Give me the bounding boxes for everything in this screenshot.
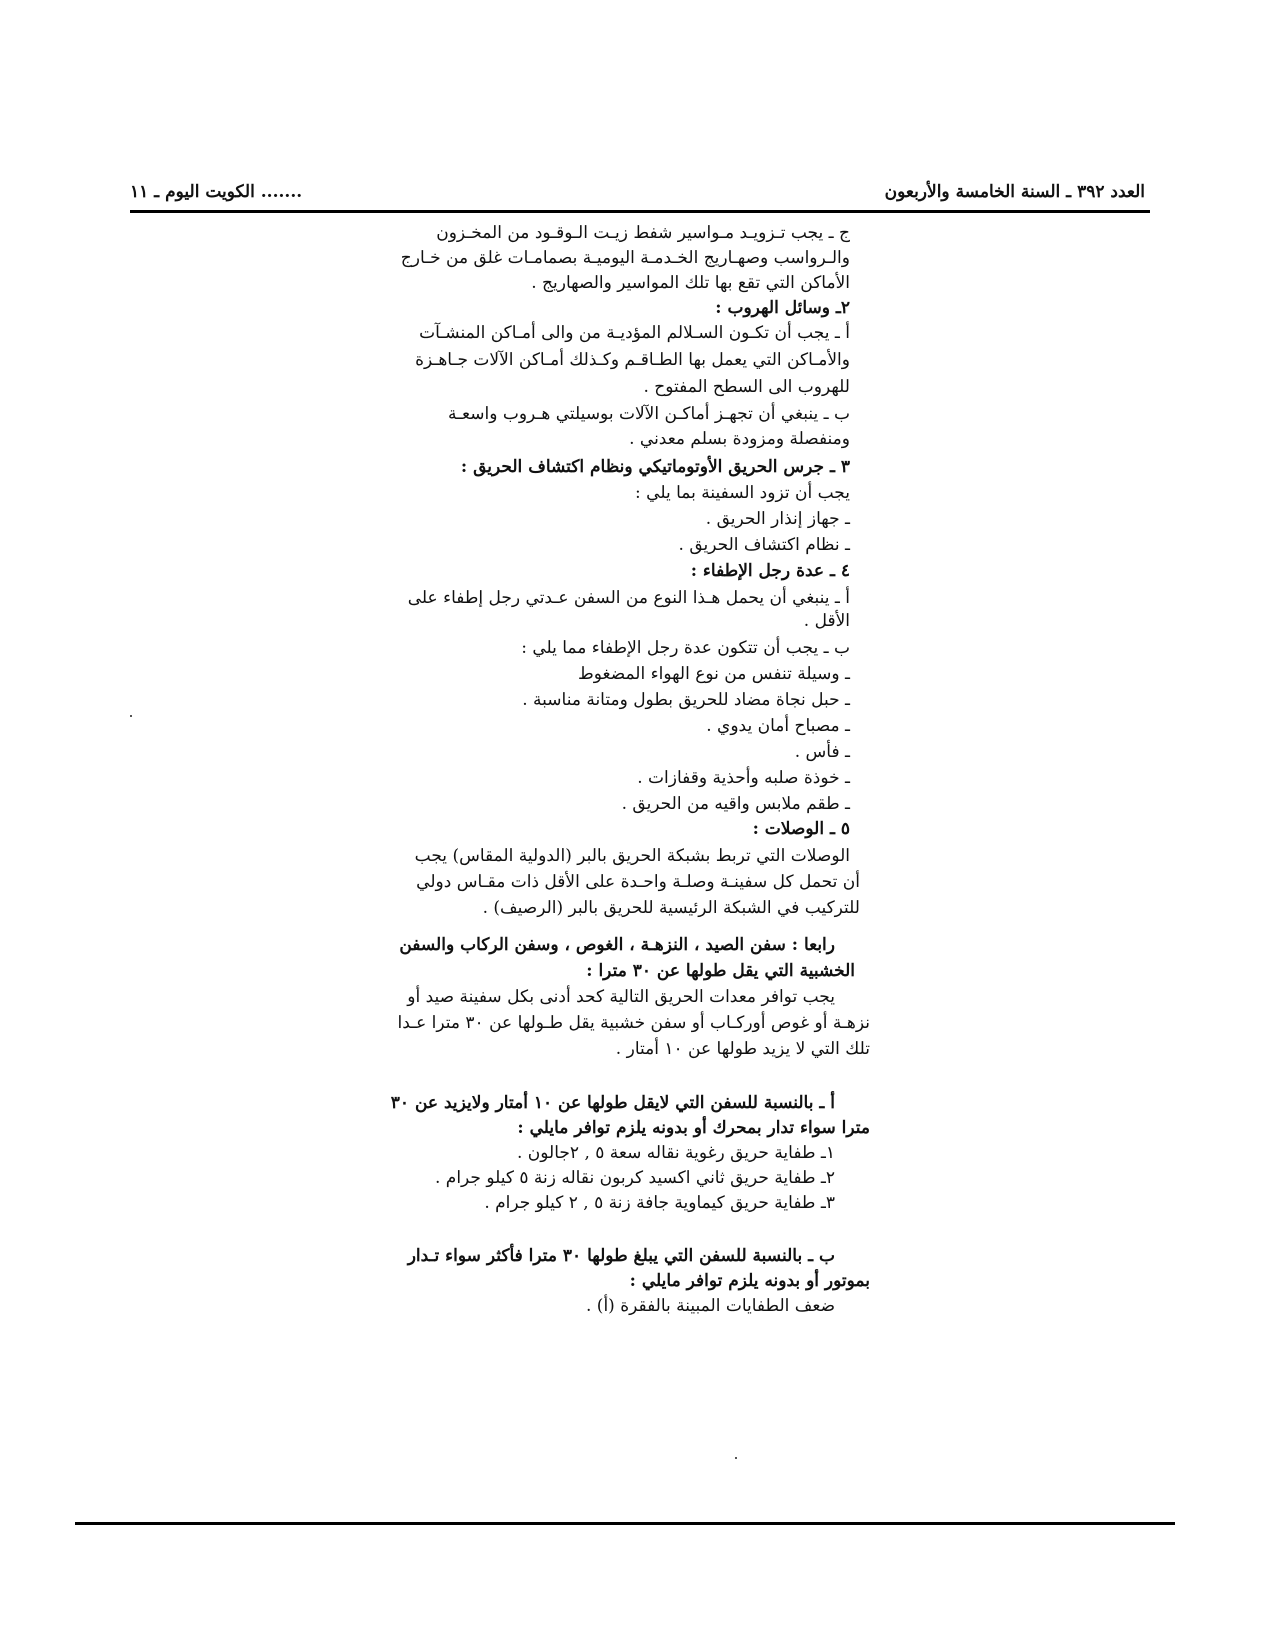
footer-rule bbox=[75, 1522, 1175, 1525]
section-heading: ب ـ بالنسبة للسفن التي يبلغ طولها ٣٠ مترا فأكثر سواء تـدار bbox=[407, 1246, 835, 1266]
list-item: ـ طقم ملابس واقيه من الحريق . bbox=[621, 794, 850, 814]
list-item: ١ـ طفاية حريق رغوية نقاله سعة ٥ , ٢جالون . bbox=[516, 1143, 835, 1163]
section-heading: ٢ـ وسائل الهروب : bbox=[715, 298, 850, 318]
section-heading: ٤ ـ عدة رجل الإطفاء : bbox=[690, 561, 850, 581]
issue-info-header: العدد ٣٩٢ ـ السنة الخامسة والأربعون bbox=[884, 182, 1145, 202]
list-item: ـ وسيلة تنفس من نوع الهواء المضغوط bbox=[578, 664, 850, 684]
list-item: ٣ـ طفاية حريق كيماوية جافة زنة ٥ , ٢ كيلو جرام . bbox=[484, 1193, 835, 1213]
list-item: ـ مصباح أمان يدوي . bbox=[706, 716, 850, 736]
text-line: ضعف الطفايات المبينة بالفقرة (أ) . bbox=[586, 1296, 835, 1316]
text-line: أ ـ يجب أن تكـون السـلالم المؤديـة من والى أمـاكن المنشـآت bbox=[419, 323, 850, 343]
header-rule bbox=[130, 210, 1150, 213]
list-item: ـ فأس . bbox=[794, 742, 850, 762]
text-line: للتركيب في الشبكة الرئيسية للحريق بالبر (الرصيف) . bbox=[482, 898, 860, 918]
text-line: ومنفصلة ومزودة بسلم معدني . bbox=[629, 429, 850, 449]
text-line: أن تحمل كل سفينـة وصلـة واحـدة على الأقل ذات مقـاس دولي bbox=[416, 872, 860, 892]
publication-page-header: ....... الكويت اليوم ـ ١١ bbox=[130, 182, 303, 202]
section-heading: رابعا : سفن الصيد ، النزهـة ، الغوص ، وسفن الركاب والسفن bbox=[399, 935, 835, 955]
section-heading: أ ـ بالنسبة للسفن التي لايقل طولها عن ١٠ أمتار ولايزيد عن ٣٠ bbox=[390, 1093, 835, 1113]
text-line: يجب أن تزود السفينة بما يلي : bbox=[635, 483, 850, 503]
text-line: نزهـة أو غوص أوركـاب أو سفن خشبية يقل طـولها عن ٣٠ مترا عـدا bbox=[397, 1013, 870, 1033]
text-line: والأمـاكن التي يعمل بها الطـاقـم وكـذلك أمـاكن الآلات جـاهـزة bbox=[415, 350, 850, 370]
list-item: ٢ـ طفاية حريق ثاني اكسيد كربون نقاله زنة ٥ كيلو جرام . bbox=[434, 1168, 835, 1188]
section-heading: ٣ ـ جرس الحريق الأوتوماتيكي ونظام اكتشاف الحريق : bbox=[460, 457, 850, 477]
list-item: ـ حبل نجاة مضاد للحريق بطول ومتانة مناسبة . bbox=[522, 690, 850, 710]
list-item: ـ نظام اكتشاف الحريق . bbox=[678, 535, 850, 555]
text-line: الوصلات التي تربط بشبكة الحريق بالبر (الدولية المقاس) يجب bbox=[414, 846, 850, 866]
text-line: والـرواسب وصهـاريج الخـدمـة اليوميـة بصمامـات غلق من خـارج bbox=[400, 248, 850, 268]
text-line: يجب توافر معدات الحريق التالية كحد أدنى بكل سفينة صيد أو bbox=[407, 987, 835, 1007]
text-line: أ ـ ينبغي أن يحمل هـذا النوع من السفن عـدتي رجل إطفاء على bbox=[407, 588, 850, 608]
text-line: الأقل . bbox=[803, 611, 850, 631]
scan-speck bbox=[130, 715, 132, 717]
list-item: ـ خوذة صلبه وأحذية وقفازات . bbox=[637, 768, 850, 788]
section-heading: ٥ ـ الوصلات : bbox=[752, 819, 850, 839]
scan-speck bbox=[735, 1457, 737, 1459]
text-line: ب ـ ينبغي أن تجهـز أماكـن الآلات بوسيلتي هـروب واسعـة bbox=[447, 404, 850, 424]
text-line: تلك التي لا يزيد طولها عن ١٠ أمتار . bbox=[615, 1039, 870, 1059]
list-item: ـ جهاز إنذار الحريق . bbox=[705, 509, 850, 529]
text-line: ب ـ يجب أن تتكون عدة رجل الإطفاء مما يلي : bbox=[521, 638, 850, 658]
text-line: للهروب الى السطح المفتوح . bbox=[643, 377, 850, 397]
text-line: الأماكن التي تقع بها تلك المواسير والصهاريج . bbox=[531, 273, 850, 293]
section-heading: مترا سواء تدار بمحرك أو بدونه يلزم توافر مايلي : bbox=[517, 1118, 870, 1138]
text-line: ج ـ يجب تـزويـد مـواسير شفط زيـت الـوقـود من المخـزون bbox=[436, 223, 850, 243]
section-heading: بموتور أو بدونه يلزم توافر مايلي : bbox=[629, 1271, 870, 1291]
section-heading: الخشبية التي يقل طولها عن ٣٠ مترا : bbox=[586, 961, 855, 981]
